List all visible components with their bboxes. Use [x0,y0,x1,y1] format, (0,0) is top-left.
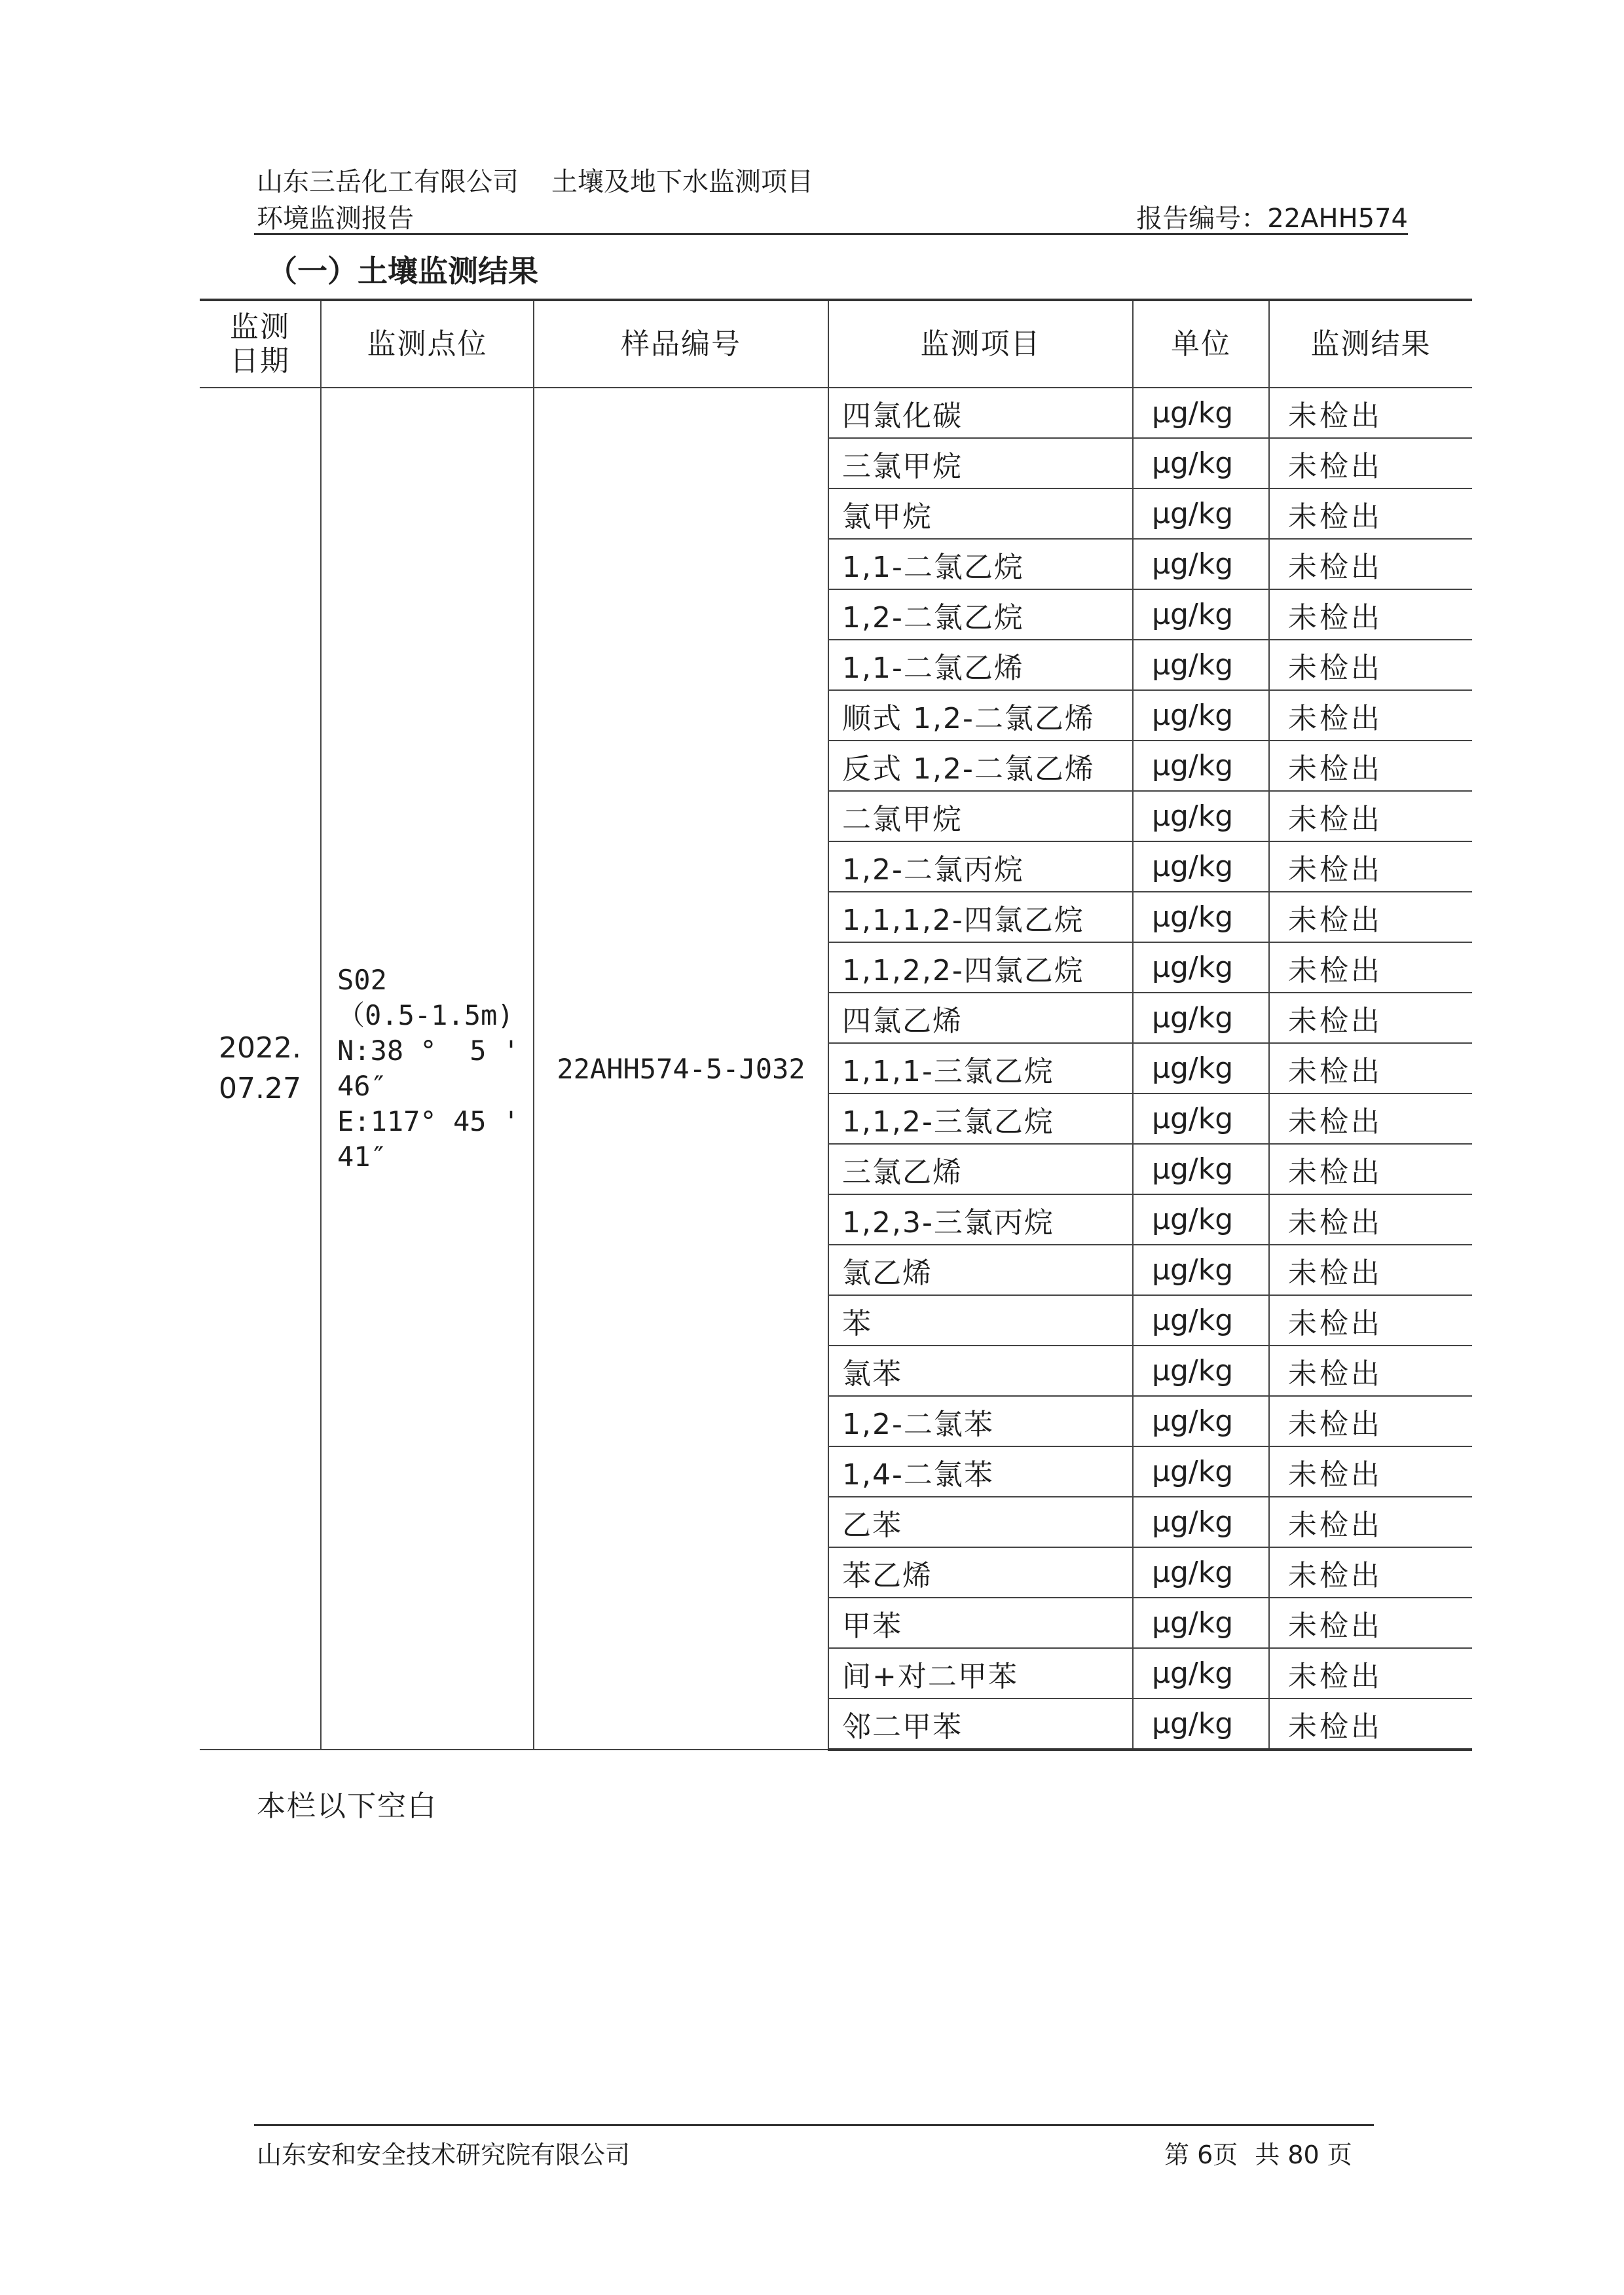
monitoring-item: 四氯乙烯 [828,993,1133,1043]
unit: μg/kg [1133,1093,1269,1144]
unit: μg/kg [1133,892,1269,942]
report-type: 环境监测报告 [257,204,414,234]
result: 未检出 [1269,1194,1472,1245]
result: 未检出 [1269,741,1472,791]
section-title: （一）土壤监测结果 [267,253,538,289]
unit: μg/kg [1133,1547,1269,1598]
col-header-point: 监测点位 [321,300,534,388]
unit: μg/kg [1133,1144,1269,1194]
unit: μg/kg [1133,488,1269,539]
footer-divider [254,2124,1374,2126]
col-header-result: 监测结果 [1269,300,1472,388]
unit: μg/kg [1133,1295,1269,1346]
unit: μg/kg [1133,539,1269,589]
unit: μg/kg [1133,690,1269,741]
monitoring-item: 顺式 1,2-二氯乙烯 [828,690,1133,741]
result: 未检出 [1269,1598,1472,1648]
monitoring-item: 氯苯 [828,1346,1133,1396]
monitoring-item: 1,2-二氯苯 [828,1396,1133,1446]
col-header-date: 监测 日期 [200,300,321,388]
footer-page-info [1164,2135,1352,2171]
monitoring-item: 1,2-二氯乙烷 [828,589,1133,640]
col-header-sample-id: 样品编号 [534,300,828,388]
project-name: 土壤及地下水监测项目 [551,167,813,197]
result: 未检出 [1269,640,1472,690]
unit: μg/kg [1133,942,1269,993]
client-company: 山东三岳化工有限公司 [257,167,519,197]
monitoring-item: 1,2-二氯丙烷 [828,841,1133,892]
result: 未检出 [1269,488,1472,539]
monitoring-item: 1,1,2-三氯乙烷 [828,1093,1133,1144]
result: 未检出 [1269,589,1472,640]
monitoring-item: 1,1,2,2-四氯乙烷 [828,942,1133,993]
result: 未检出 [1269,841,1472,892]
result: 未检出 [1269,892,1472,942]
monitoring-item: 苯乙烯 [828,1547,1133,1598]
monitoring-item: 乙苯 [828,1497,1133,1547]
col-header-item: 监测项目 [828,300,1133,388]
monitoring-item: 1,1-二氯乙烯 [828,640,1133,690]
unit: μg/kg [1133,1396,1269,1446]
unit: μg/kg [1133,993,1269,1043]
table-header-row [200,300,1472,388]
result: 未检出 [1269,1295,1472,1346]
result: 未检出 [1269,1346,1472,1396]
footer-company: 山东安和安全技术研究院有限公司 [257,2140,631,2169]
monitoring-item: 反式 1,2-二氯乙烯 [828,741,1133,791]
monitoring-item: 氯甲烷 [828,488,1133,539]
col-header-unit: 单位 [1133,300,1269,388]
monitoring-item: 1,2,3-三氯丙烷 [828,1194,1133,1245]
page-total: 共 80 页 [1255,2140,1352,2169]
result: 未检出 [1269,1043,1472,1093]
unit: μg/kg [1133,1346,1269,1396]
monitoring-item: 三氯乙烯 [828,1144,1133,1194]
blank-below-note: 本栏以下空白 [257,1790,437,1823]
monitoring-item: 氯乙烯 [828,1245,1133,1295]
monitoring-item: 二氯甲烷 [828,791,1133,841]
monitoring-item: 1,1,1-三氯乙烷 [828,1043,1133,1093]
unit: μg/kg [1133,791,1269,841]
monitoring-item: 四氯化碳 [828,388,1133,438]
monitoring-item: 苯 [828,1295,1133,1346]
monitoring-item: 邻二甲苯 [828,1698,1133,1750]
unit: μg/kg [1133,1648,1269,1698]
monitoring-item: 间+对二甲苯 [828,1648,1133,1698]
unit: μg/kg [1133,1698,1269,1750]
unit: μg/kg [1133,841,1269,892]
page-number: 第 6页 [1164,2140,1238,2169]
report-header-title [257,161,813,198]
unit: μg/kg [1133,589,1269,640]
sample-id: 22AHH574-5-J032 [534,388,828,1750]
result: 未检出 [1269,942,1472,993]
monitoring-item: 1,4-二氯苯 [828,1446,1133,1497]
unit: μg/kg [1133,1194,1269,1245]
result: 未检出 [1269,993,1472,1043]
monitoring-item: 1,1,1,2-四氯乙烷 [828,892,1133,942]
unit: μg/kg [1133,1598,1269,1648]
unit: μg/kg [1133,741,1269,791]
result: 未检出 [1269,1396,1472,1446]
unit: μg/kg [1133,1245,1269,1295]
soil-results-table [200,299,1472,1751]
unit: μg/kg [1133,388,1269,438]
monitoring-item: 三氯甲烷 [828,438,1133,488]
result: 未检出 [1269,791,1472,841]
result: 未检出 [1269,1446,1472,1497]
result: 未检出 [1269,1497,1472,1547]
result: 未检出 [1269,1648,1472,1698]
result: 未检出 [1269,539,1472,589]
table-row [200,388,1472,438]
monitoring-item: 甲苯 [828,1598,1133,1648]
unit: μg/kg [1133,1446,1269,1497]
result: 未检出 [1269,1093,1472,1144]
result: 未检出 [1269,388,1472,438]
result: 未检出 [1269,438,1472,488]
unit: μg/kg [1133,1497,1269,1547]
monitoring-point: S02 （0.5-1.5m) N:38 ° 5 ' 46″ E:117° 45 ' 41″ [321,388,534,1750]
monitoring-item: 1,1-二氯乙烷 [828,539,1133,589]
unit: μg/kg [1133,1043,1269,1093]
result: 未检出 [1269,1144,1472,1194]
result: 未检出 [1269,1698,1472,1750]
unit: μg/kg [1133,640,1269,690]
result: 未检出 [1269,690,1472,741]
result: 未检出 [1269,1547,1472,1598]
unit: μg/kg [1133,438,1269,488]
result: 未检出 [1269,1245,1472,1295]
report-code: 报告编号：22AHH574 [1136,204,1408,234]
header-divider [254,233,1408,235]
monitoring-date: 2022. 07.27 [200,388,321,1750]
